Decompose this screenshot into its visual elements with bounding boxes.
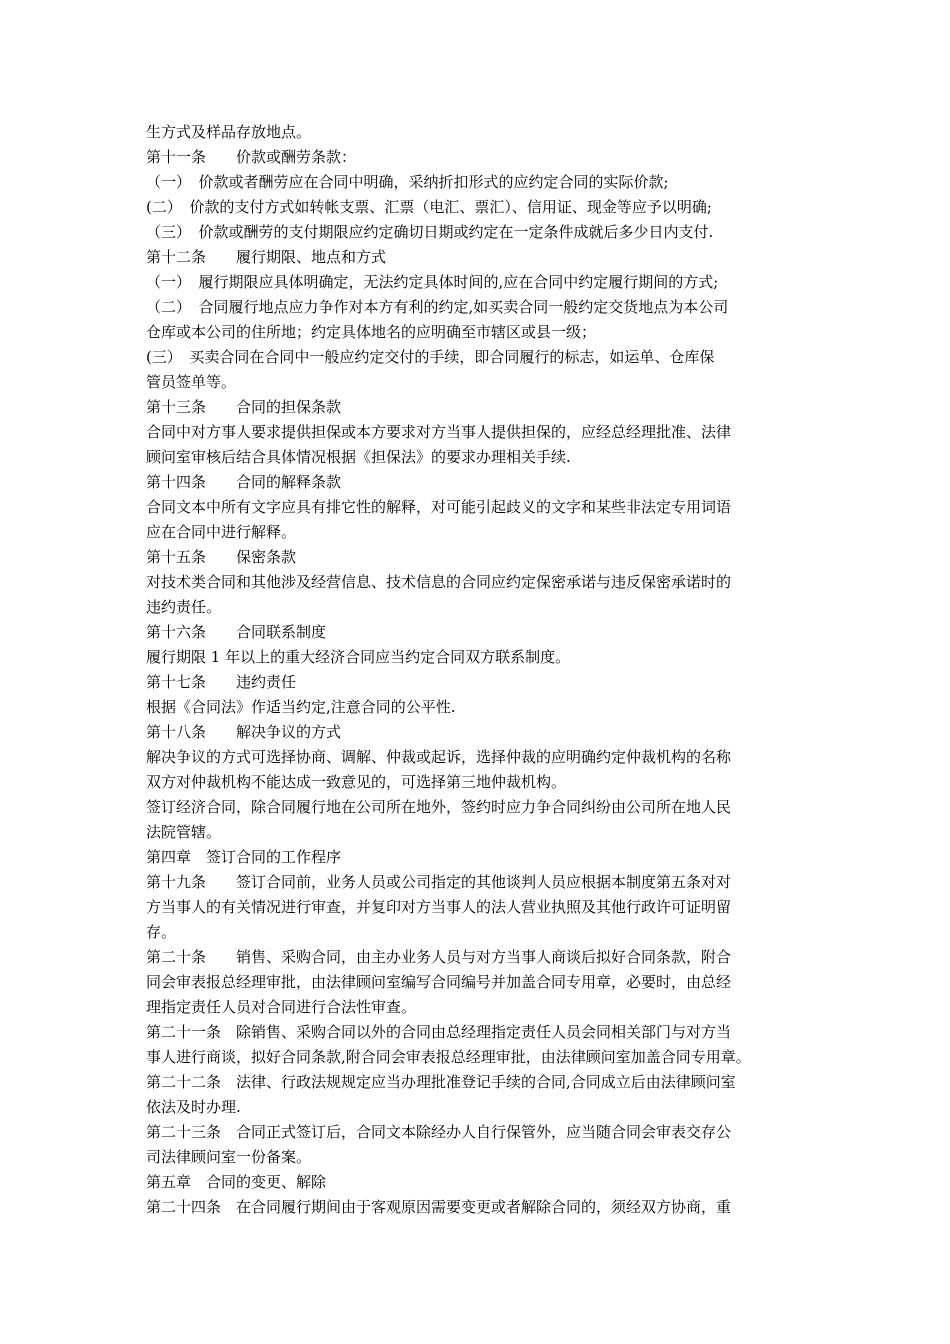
text-line: 合同文本中所有文字应具有排它性的解释，对可能引起歧义的文字和某些非法定专用词语 bbox=[146, 498, 732, 516]
document-body bbox=[146, 120, 810, 1220]
text-line: (三） 买卖合同在合同中一般应约定交付的手续，即合同履行的标志，如运单、仓库保 bbox=[146, 348, 715, 366]
text-line: （一） 履行期限应具体明确定，无法约定具体时间的,应在合同中约定履行期间的方式; bbox=[146, 273, 719, 291]
text-line: 合同中对方事人要求提供担保或本方要求对方当事人提供担保的，应经总经理批准、法律 bbox=[146, 423, 732, 441]
text-line: 司法律顾问室一份备案。 bbox=[146, 1148, 312, 1166]
text-line: 履行期限 1 年以上的重大经济合同应当约定合同双方联系制度。 bbox=[146, 648, 571, 666]
text-line: 第十八条 解决争议的方式 bbox=[146, 723, 342, 741]
text-line: 解决争议的方式可选择协商、调解、仲裁或起诉，选择仲裁的应明确约定仲裁机构的名称 bbox=[146, 748, 732, 766]
text-line: (二） 价款的支付方式如转帐支票、汇票（电汇、票汇）、信用证、现金等应予以明确; bbox=[146, 198, 712, 216]
text-line: 法院管辖。 bbox=[146, 823, 222, 841]
text-line: 第十五条 保密条款 bbox=[146, 548, 297, 566]
text-line: 双方对仲裁机构不能达成一致意见的，可选择第三地仲裁机构。 bbox=[146, 773, 567, 791]
text-line: 对技术类合同和其他涉及经营信息、技术信息的合同应约定保密承诺与违反保密承诺时的 bbox=[146, 573, 732, 591]
text-line: 第五章 合同的变更、解除 bbox=[146, 1173, 327, 1191]
text-line: 第十四条 合同的解释条款 bbox=[146, 473, 342, 491]
text-line: （三） 价款或酬劳的支付期限应约定确切日期或约定在一定条件成就后多少日内支付. bbox=[146, 223, 714, 241]
text-line: 第四章 签订合同的工作程序 bbox=[146, 848, 342, 866]
text-line: 生方式及样品存放地点。 bbox=[146, 123, 312, 141]
text-line: 管员签单等。 bbox=[146, 373, 237, 391]
text-line: 同会审表报总经理审批，由法律顾问室编写合同编号并加盖合同专用章，必要时，由总经 bbox=[146, 973, 732, 991]
text-line: 理指定责任人员对合同进行合法性审查。 bbox=[146, 998, 417, 1016]
text-line: 第十九条 签订合同前，业务人员或公司指定的其他谈判人员应根据本制度第五条对对 bbox=[146, 873, 732, 891]
text-line: 仓库或本公司的住所地；约定具体地名的应明确至市辖区或县一级； bbox=[146, 323, 597, 341]
text-line: 顾问室审核后结合具体情况根据《担保法》的要求办理相关手续. bbox=[146, 448, 571, 466]
text-line: （一） 价款或者酬劳应在合同中明确，采纳折扣形式的应约定合同的实际价款; bbox=[146, 173, 669, 191]
text-line: 第十一条 价款或酬劳条款： bbox=[146, 148, 357, 166]
text-line: 第二十条 销售、采购合同，由主办业务人员与对方当事人商谈后拟好合同条款，附合 bbox=[146, 948, 732, 966]
text-line: 违约责任。 bbox=[146, 598, 222, 616]
text-line: 事人进行商谈，拟好合同条款,附合同会审表报总经理审批，由法律顾问室加盖合同专用章。 bbox=[146, 1048, 751, 1066]
text-line: 第十六条 合同联系制度 bbox=[146, 623, 327, 641]
text-line: 第二十一条 除销售、采购合同以外的合同由总经理指定责任人员会同相关部门与对方当 bbox=[146, 1023, 732, 1041]
text-line: 签订经济合同，除合同履行地在公司所在地外，签约时应力争合同纠纷由公司所在地人民 bbox=[146, 798, 732, 816]
text-line: 第二十二条 法律、行政法规规定应当办理批准登记手续的合同,合同成立后由法律顾问室 bbox=[146, 1073, 736, 1091]
text-line: 存。 bbox=[146, 923, 177, 941]
text-line: 第十七条 违约责任 bbox=[146, 673, 297, 691]
text-line: 方当事人的有关情况进行审查，并复印对方当事人的法人营业执照及其他行政许可证明留 bbox=[146, 898, 732, 916]
text-line: 第十二条 履行期限、地点和方式 bbox=[146, 248, 387, 266]
text-line: 依法及时办理. bbox=[146, 1098, 241, 1116]
text-line: （二） 合同履行地点应力争作对本方有利的约定,如买卖合同一般约定交货地点为本公司 bbox=[146, 298, 729, 316]
text-line: 第十三条 合同的担保条款 bbox=[146, 398, 342, 416]
text-line: 第二十四条 在合同履行期间由于客观原因需要变更或者解除合同的，须经双方协商，重 bbox=[146, 1198, 732, 1216]
text-line: 第二十三条 合同正式签订后，合同文本除经办人自行保管外，应当随合同会审表交存公 bbox=[146, 1123, 732, 1141]
text-line: 根据《合同法》作适当约定,注意合同的公平性. bbox=[146, 698, 456, 716]
text-line: 应在合同中进行解释。 bbox=[146, 523, 297, 541]
